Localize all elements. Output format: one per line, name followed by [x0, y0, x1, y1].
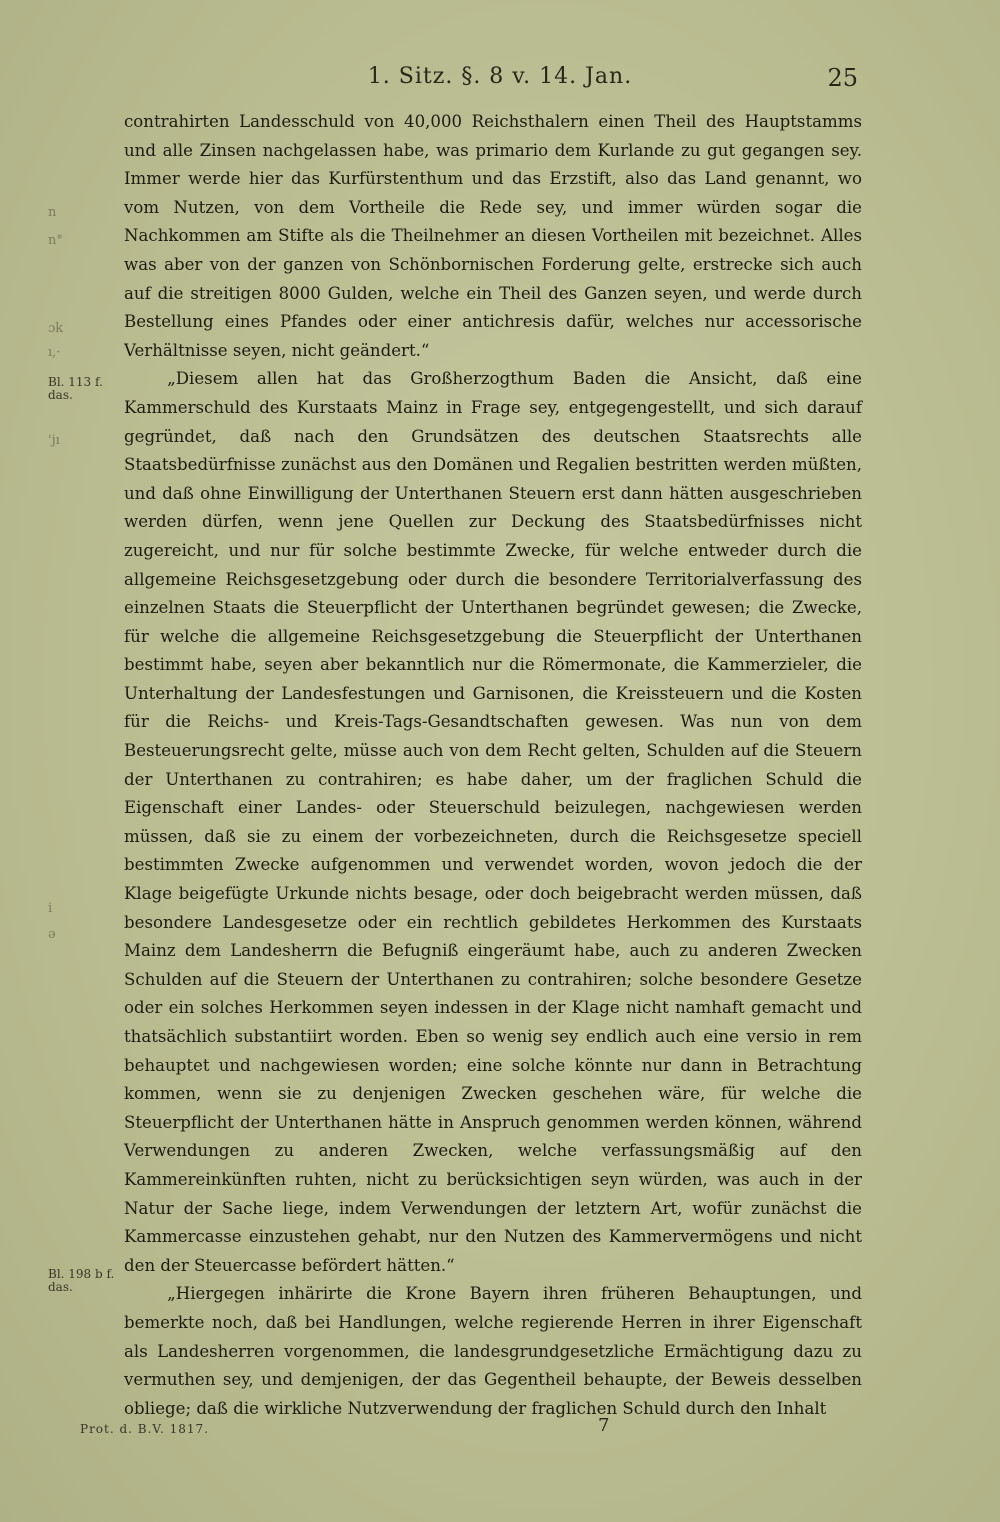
page-number: 25	[827, 64, 858, 92]
margin-mark: n	[48, 205, 57, 220]
paragraph: contrahirten Landesschuld von 40,000 Reichsthalern einen Theil des Hauptstamms und alle Zinsen nachgelassen habe, was primario dem Kurlande zu gut gegangen sey. Immer werde hier das Kurfürstenthum und das Erzstift, also das Land genannt, wo vom Nutzen, von dem Vortheile die Rede sey, und immer würden sogar die Nachkommen am Stifte als die Theilnehmer an diesen Vortheilen mit bezeichnet. Alles was aber von der ganzen von Schönbornischen Forderung gelte, erstrecke sich auch auf die streitigen 8000 Gulden, welche ein Theil des Ganzen seyen, und werde durch Bestellung eines Pfandes oder einer antichresis dafür, welches nur accessorische Verhältnisse seyen, nicht geändert.“	[124, 112, 862, 360]
margin-mark: ı,·	[48, 345, 61, 360]
page-header	[0, 64, 1000, 104]
paragraph: „Diesem allen hat das Großherzogthum Baden die Ansicht, daß eine Kammerschuld des Kurstaats Mainz in Frage sey, entgegengestellt, und sich darauf gegründet, daß nach den Grundsätzen des deutschen Staatsrechts alle Staatsbedürfnisse zunächst aus den Domänen und Regalien bestritten werden müßten, und daß ohne Einwilligung der Unterthanen Steuern erst dann hätten ausgeschrieben werden dürfen, wenn jene Quellen zur Deckung des Staatsbedürfnisses nicht zugereicht, und nur für solche bestimmte Zwecke, für welche entweder durch die allgemeine Reichsgesetzgebung oder durch die besondere Territorialverfassung des einzelnen Staats die Steuerpflicht der Unterthanen begründet gewesen; die Zwecke, für welche die allgemeine Reichsgesetzgebung die Steuerpflicht der Unterthanen bestimmt habe, seyen aber bekanntlich nur die Römermonate, die Kammerzieler, die Unterhaltung der Landesfestungen und Garnisonen, die Kreissteuern und die Kosten für die Reichs- und Kreis-Tags-Gesandtschaften gewesen. Was nun von dem Besteuerungsrecht gelte, müsse auch von dem Recht gelten, Schulden auf die Steuern der Unterthanen zu contrahiren; es habe daher, um der fraglichen Schuld die Eigenschaft einer Landes- oder Steuerschuld beizulegen, nachgewiesen werden müssen, daß sie zu einem der vorbezeichneten, durch die Reichsgesetze speciell bestimmten Zwecke aufgenommen und verwendet worden, wovon jedoch die der Klage beigefügte Urkunde nichts besage, oder doch beigebracht werden müssen, daß besondere Landesgesetze oder ein rechtlich gebildetes Herkommen des Kurstaats Mainz dem Landesherrn die Befugniß eingeräumt habe, auch zu anderen Zwecken Schulden auf die Steuern der Unterthanen zu contrahiren; solche besondere Gesetze oder ein solches Herkommen seyen indessen in der Klage nicht namhaft gemacht und thatsächlich substantiirt worden. Eben so wenig sey endlich auch eine versio in rem behauptet und nachgewiesen worden; eine solche könnte nur dann in Betrachtung kommen, wenn sie zu denjenigen Zwecken geschehen wäre, für welche die Steuerpflicht der Unterthanen hätte in Anspruch genommen werden können, während Verwendungen zu anderen Zwecken, welche verfassungsmäßig auf den Kammereinkünften ruhten, nicht zu berücksichtigen seyn würden, was auch in der Natur der Sache liege, indem Verwendungen der letztern Art, wofür zunächst die Kammercasse einzustehen gehabt, nur den Nutzen des Kammervermögens und nicht den der Steuercasse befördert hätten.“	[124, 369, 862, 1275]
margin-mark: ə	[48, 927, 56, 942]
running-head: 1. Sitz. §. 8 v. 14. Jan.	[367, 64, 633, 89]
margin-mark: i	[48, 901, 53, 916]
body-text	[124, 108, 862, 1423]
margin-mark: 'jı	[48, 433, 60, 448]
margin-note-reference: Bl. 113 f. das.	[48, 375, 103, 402]
margin-mark: n°	[48, 233, 63, 248]
margin-note-reference: Bl. 198 b f. das.	[48, 1267, 115, 1294]
paragraph: „Hiergegen inhärirte die Krone Bayern ihren früheren Behauptungen, und bemerkte noch, daß bei Handlungen, welche regierende Herren in ihrer Eigenschaft als Landesherren vorgenommen, die landesgrundgesetzliche Ermächtigung dazu zu vermuthen sey, und demjenigen, der das Gegentheil behaupte, der Beweis desselben obliege; daß die wirkliche Nutzverwendung der fraglichen Schuld durch den Inhalt	[124, 1284, 862, 1418]
printer-signature: Prot. d. B.V. 1817.	[80, 1422, 209, 1436]
margin-mark: ɔk	[48, 321, 64, 336]
sheet-number: 7	[598, 1415, 610, 1436]
